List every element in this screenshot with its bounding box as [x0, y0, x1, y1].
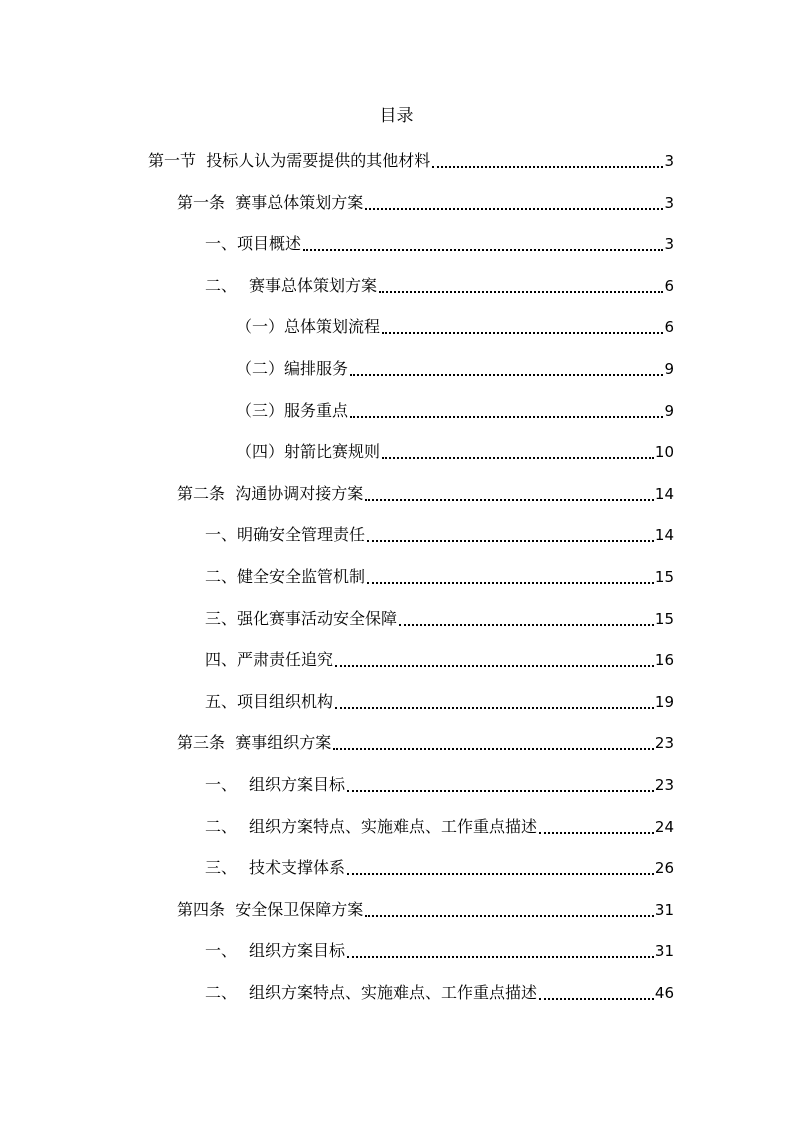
toc-leader-dots — [379, 285, 663, 293]
toc-entry-prefix: 一、 — [205, 941, 238, 961]
toc-entry[interactable] — [148, 146, 674, 172]
toc-entry-text — [205, 982, 537, 1004]
toc-page-number: 9 — [664, 401, 674, 420]
toc-page-number: 23 — [654, 734, 674, 753]
toc-entry[interactable] — [205, 978, 674, 1004]
toc-page-number: 23 — [654, 776, 674, 794]
toc-entry-text — [205, 857, 345, 879]
toc-page-number: 6 — [664, 276, 674, 295]
toc-entry[interactable] — [236, 354, 674, 380]
toc-leader-dots — [335, 659, 654, 667]
toc-entry[interactable] — [205, 645, 674, 671]
toc-entry-prefix: 二、 — [205, 816, 238, 836]
toc-entry-label: 赛事总体策划方案 — [235, 192, 364, 212]
toc-entry[interactable] — [205, 812, 674, 838]
toc-entry-text — [236, 441, 380, 463]
toc-entry-label: 组织方案目标 — [249, 941, 346, 961]
toc-entry-label: 安全保卫保障方案 — [235, 899, 364, 919]
toc-entry-label: 服务重点 — [284, 400, 349, 420]
toc-entry[interactable] — [236, 312, 674, 338]
toc-entry-text — [177, 899, 363, 921]
toc-entry-label: 组织方案特点、实施难点、工作重点描述 — [249, 816, 538, 836]
toc-entry[interactable] — [205, 604, 674, 630]
toc-leader-dots — [367, 534, 654, 542]
toc-entry-prefix: （三） — [236, 400, 285, 420]
toc-leader-dots — [399, 618, 654, 626]
toc-entry[interactable] — [205, 853, 674, 879]
toc-entry-prefix: （四） — [236, 442, 285, 462]
toc-leader-dots — [432, 160, 663, 168]
toc-entry[interactable] — [177, 895, 674, 921]
toc-leader-dots — [350, 368, 663, 376]
toc-entry[interactable] — [236, 437, 674, 463]
toc-page-number: 31 — [654, 900, 674, 919]
toc-page-number: 9 — [664, 360, 674, 378]
toc-entry-label: 沟通协调对接方案 — [235, 483, 364, 503]
toc-entry-label: 健全安全监管机制 — [237, 567, 366, 586]
toc-entry-label: 总体策划流程 — [284, 317, 381, 337]
toc-entry[interactable] — [205, 936, 674, 962]
toc-entry-text — [148, 150, 430, 172]
toc-entry-label: 强化赛事活动安全保障 — [237, 608, 398, 628]
toc-entry-prefix: 三、 — [205, 608, 238, 628]
toc-entry-text — [205, 524, 365, 546]
toc-entry-label: 组织方案目标 — [249, 775, 346, 794]
toc-entry-prefix: （二） — [236, 359, 285, 378]
toc-entry-label: 项目组织机构 — [237, 691, 334, 711]
toc-entry-prefix: 二、 — [205, 275, 238, 295]
toc-entry[interactable] — [177, 728, 674, 754]
toc-entry[interactable] — [236, 396, 674, 422]
toc-entry-prefix: 二、 — [205, 983, 238, 1002]
toc-entry-prefix: 第二条 — [177, 483, 226, 503]
toc-entry-label: 严肃责任追究 — [237, 650, 334, 670]
toc-leader-dots — [347, 950, 654, 958]
toc-leader-dots — [382, 326, 663, 334]
toc-entry-text — [205, 774, 345, 796]
toc-leader-dots — [365, 493, 654, 501]
toc-entry-label: 赛事组织方案 — [235, 733, 332, 753]
toc-entry-text — [205, 816, 537, 838]
toc-leader-dots — [347, 784, 654, 792]
toc-entry-text — [236, 358, 348, 380]
toc-page-number: 26 — [654, 859, 674, 878]
toc-entry-prefix: 五、 — [205, 691, 238, 711]
toc-entry-text — [236, 400, 348, 422]
toc-entry[interactable] — [177, 188, 674, 214]
toc-page-number: 16 — [654, 651, 674, 670]
page-title: 目录 — [379, 106, 414, 126]
toc-entry[interactable] — [205, 562, 674, 588]
toc-entry[interactable] — [205, 687, 674, 713]
toc-entry[interactable] — [205, 770, 674, 796]
toc-entry-text — [205, 649, 333, 671]
toc-leader-dots — [303, 243, 663, 251]
toc-leader-dots — [350, 410, 663, 418]
toc-entry-label: 投标人认为需要提供的其他材料 — [206, 151, 431, 170]
toc-leader-dots — [365, 909, 654, 917]
toc-entry-label: 技术支撑体系 — [249, 858, 346, 878]
toc-leader-dots — [365, 202, 663, 210]
toc-entry[interactable] — [205, 520, 674, 546]
toc-entry-text — [205, 275, 377, 297]
toc-entry-prefix: 四、 — [205, 650, 238, 670]
toc-entry-label: 项目概述 — [237, 234, 302, 254]
toc-entry-prefix: （一） — [236, 317, 285, 337]
toc-page-number: 46 — [654, 984, 674, 1002]
toc-entry-prefix: 第四条 — [177, 899, 226, 919]
toc-entry-text — [177, 192, 363, 214]
toc-leader-dots — [335, 701, 654, 709]
toc-entry-text — [177, 732, 331, 754]
toc-entry-prefix: 一、 — [205, 775, 238, 794]
toc-entry-text — [177, 483, 363, 505]
toc-entry-text — [205, 566, 365, 588]
toc-entry-label: 明确安全管理责任 — [237, 525, 366, 545]
toc-entry-prefix: 一、 — [205, 525, 238, 545]
toc-entry-prefix: 第一条 — [177, 192, 226, 212]
toc-leader-dots — [382, 451, 654, 459]
toc-page-number: 3 — [664, 193, 674, 212]
toc-entry-prefix: 一、 — [205, 234, 238, 254]
toc-entry-text — [236, 316, 380, 338]
toc-leader-dots — [367, 576, 654, 584]
toc-entry-label: 赛事总体策划方案 — [249, 275, 378, 295]
toc-entry[interactable] — [177, 479, 674, 505]
toc-page-number: 10 — [654, 443, 674, 462]
toc-page-number: 3 — [664, 235, 674, 254]
toc-page-number: 3 — [664, 152, 674, 170]
toc-leader-dots — [333, 742, 654, 750]
toc-page-number: 14 — [654, 484, 674, 503]
toc-entry-prefix: 三、 — [205, 858, 238, 878]
toc-entry-text — [205, 691, 333, 713]
toc-entry-label: 组织方案特点、实施难点、工作重点描述 — [249, 983, 538, 1002]
toc-entry-label: 射箭比赛规则 — [284, 442, 381, 462]
toc-page-number: 14 — [654, 526, 674, 545]
toc-page-number: 15 — [654, 609, 674, 628]
toc-entry-prefix: 第三条 — [177, 733, 226, 753]
toc-page-number: 24 — [654, 817, 674, 836]
toc-leader-dots — [539, 992, 654, 1000]
toc-entry-text — [205, 233, 301, 255]
toc-entry-text — [205, 940, 345, 962]
toc-page-number: 19 — [654, 692, 674, 711]
toc-entry-prefix: 二、 — [205, 567, 238, 586]
toc-entry[interactable] — [205, 271, 674, 297]
toc-page-number: 15 — [654, 568, 674, 586]
toc-leader-dots — [539, 826, 654, 834]
toc-page-number: 31 — [654, 942, 674, 961]
toc-entry-label: 编排服务 — [284, 359, 349, 378]
toc-entry-prefix: 第一节 — [148, 151, 197, 170]
toc-leader-dots — [347, 867, 654, 875]
toc-entry-text — [205, 608, 397, 630]
toc-page-number: 6 — [664, 318, 674, 337]
toc-entry[interactable] — [205, 229, 674, 255]
